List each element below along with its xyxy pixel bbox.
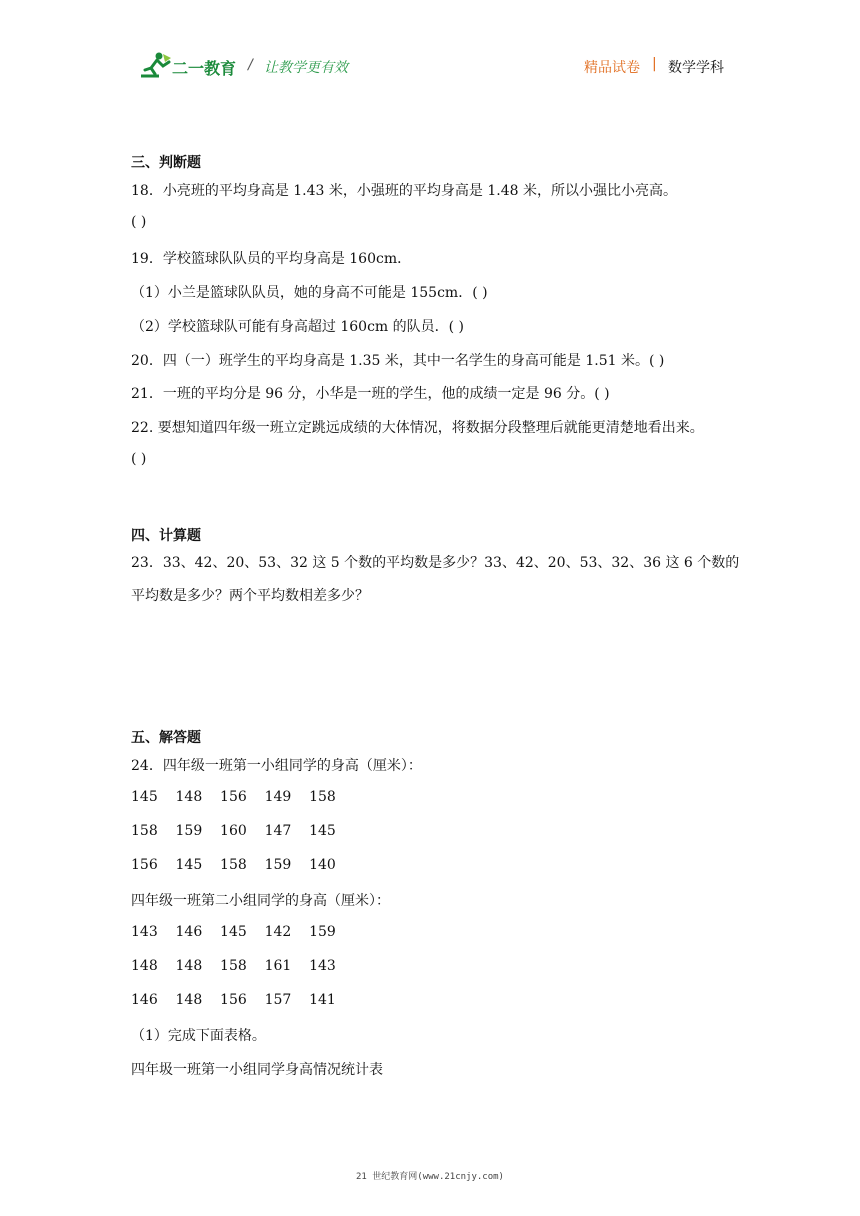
header-divider: |	[652, 56, 657, 72]
question-23-line-1: 23．33、42、20、53、32 这 5 个数的平均数是多少？33、42、20、53、32、36 这 6 个数的	[131, 555, 740, 571]
table-title: 四年圾一班第一小组同学身高情况统计表	[131, 1062, 383, 1078]
header-tag-subject: 数学学科	[668, 60, 724, 76]
question-20[interactable]: 20．四（一）班学生的平均身高是 1.35 米，其中一名学生的身高可能是 1.51 米。( )	[131, 353, 665, 369]
group2-row-3: 146 148 156 157 141	[131, 992, 336, 1008]
group2-row-1: 143 146 145 142 159	[131, 924, 336, 940]
header-separator: /	[248, 57, 253, 73]
question-24: 24．四年级一班第一小组同学的身高（厘米）：	[131, 758, 422, 774]
question-19: 19．学校篮球队队员的平均身高是 160cm．	[131, 251, 412, 267]
brand-name: 二一教育	[172, 59, 237, 78]
question-22-answer-blank[interactable]: ( )	[131, 451, 147, 467]
brand-slogan: 让教学更有效	[264, 60, 348, 76]
question-19-part-2[interactable]: （2）学校篮球队可能有身高超过 160cm 的队员．( )	[131, 319, 465, 335]
question-18-answer-blank[interactable]: ( )	[131, 214, 147, 230]
header-tag-quality: 精品试卷	[584, 60, 640, 76]
section-5-title: 五、解答题	[131, 730, 201, 746]
question-19-part-1[interactable]: （1）小兰是篮球队队员，她的身高不可能是 155cm．( )	[131, 285, 488, 301]
page-footer: 21 世纪教育网(www.21cnjy.com)	[356, 1172, 504, 1182]
section-4-title: 四、计算题	[131, 528, 201, 544]
question-18: 18．小亮班的平均身高是 1.43 米，小强班的平均身高是 1.48 米，所以小强比小亮高。	[131, 183, 677, 199]
question-23-line-2: 平均数是多少？两个平均数相差多少？	[131, 588, 369, 604]
group1-row-3: 156 145 158 159 140	[131, 857, 336, 873]
group1-row-1: 145 148 156 149 158	[131, 789, 336, 805]
group2-row-2: 148 148 158 161 143	[131, 958, 336, 974]
group1-row-2: 158 159 160 147 145	[131, 823, 336, 839]
question-21[interactable]: 21．一班的平均分是 96 分，小华是一班的学生，他的成绩一定是 96 分。( )	[131, 386, 610, 402]
question-24-part-1: （1）完成下面表格。	[131, 1028, 266, 1044]
group2-title: 四年级一班第二小组同学的身高（厘米）：	[131, 893, 390, 909]
question-22: 22. 要想知道四年级一班立定跳远成绩的大体情况，将数据分段整理后就能更清楚地看出来。	[131, 420, 704, 436]
section-3-title: 三、判断题	[131, 155, 201, 171]
